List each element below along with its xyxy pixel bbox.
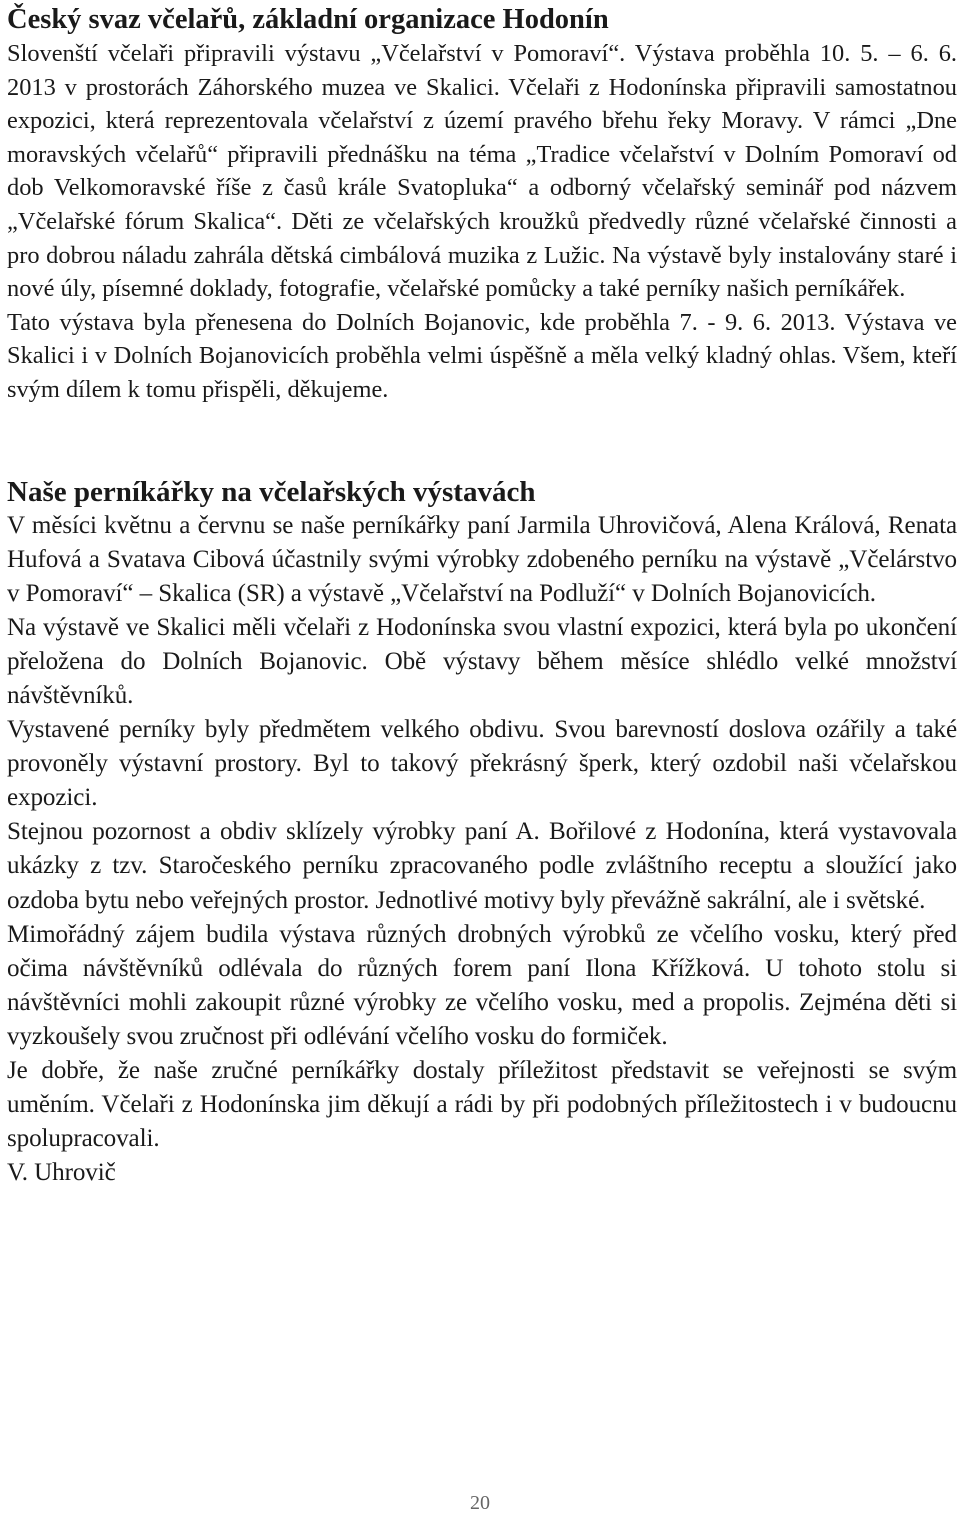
article-paragraph: Slovenští včelaři připravili výstavu „Včelařství v Pomoraví“. Výstava proběhla 10. 5. – 6. 6. 2013 v prostorách Záhorského muzea ve Skalici. Včelaři z Hodonínska připravili samostatnou expozici, která reprezentovala včelařství z území pravého břehu řeky Moravy. V rámci „Dne moravských včelařů“ připravili přednášku na téma „Tradice včelařství v Dolním Pomoraví od dob Velkomoravské říše z časů krále Svatopluka“ a odborný včelařský seminář pod názvem „Včelařské fórum Skalica“. Děti ze včelařských kroužků předvedly různé včelařské činnosti a pro dobrou náladu zahrála dětská cimbálová muzika z Lužic. Na výstavě byly instalovány staré i nové úly, písemné doklady, fotografie, včelařské pomůcky a také perníky našich perníkářek. — [7, 40, 957, 303]
author-signature: V. Uhrovič — [7, 1159, 116, 1187]
article-title: Naše perníkářky na včelařských výstavách — [7, 475, 536, 508]
article-beekeepers-union — [7, 0, 957, 407]
article-title: Český svaz včelařů, základní organizace Hodonín — [7, 4, 609, 35]
article-paragraph: Vystavené perníky byly předmětem velkého obdivu. Svou barevností doslova ozářily a také provoněly výstavní prostory. Byl to takový překrásný šperk, který ozdobil naši včelařskou expozici. — [7, 716, 957, 812]
article-gingerbread-makers — [7, 473, 957, 1191]
article-paragraph: V měsíci květnu a červnu se naše perníkářky paní Jarmila Uhrovičová, Alena Králová, Renata Hufová a Svatava Cibová účastnily svými výrobky zdobeného perníku na výstavě „Včelárstvo v Pomoraví“ – Skalica (SR) a výstavě „Včelařství na Podluží“ v Dolních Bojanovicích. — [7, 511, 957, 607]
page-number: 20 — [470, 1492, 490, 1514]
article-paragraph: Tato výstava byla přenesena do Dolních Bojanovic, kde proběhla 7. - 9. 6. 2013. Výstava ve Skalici i v Dolních Bojanovicích proběhla velmi úspěšně a měla velký kladný ohlas. Všem, kteří svým dílem k tomu přispěli, děkujeme. — [7, 308, 957, 403]
article-paragraph: Na výstavě ve Skalici měli včelaři z Hodonínska svou vlastní expozici, která byla po ukončení přeložena do Dolních Bojanovic. Obě výstavy během měsíce shlédlo velké množství návštěvníků. — [7, 613, 957, 709]
article-paragraph: Mimořádný zájem budila výstava různých drobných výrobků ze včelího vosku, který před očima návštěvníků odlévala do různých forem paní Ilona Křížková. U tohoto stolu si návštěvníci mohli zakoupit různé výrobky ze včelího vosku, med a propolis. Zejména děti si vyzkoušely svou zručnost při odlévání včelího vosku do formiček. — [7, 920, 957, 1050]
section-spacer — [7, 407, 957, 473]
article-paragraph: Je dobře, že naše zručné perníkářky dostaly příležitost představit se veřejnosti se svým uměním. Včelaři z Hodonínska jim děkují a rádi by při podobných příležitostech i v budoucnu spolupracovali. — [7, 1057, 957, 1153]
document-page — [7, 0, 957, 1190]
article-paragraph: Stejnou pozornost a obdiv sklízely výrobky paní A. Bořilové z Hodonína, která vystavovala ukázky z tzv. Staročeského perníku zpracovaného podle zvláštního receptu a sloužící jako ozdoba bytu nebo veřejných prostor. Jednotlivé motivy byly převážně sakrální, ale i světské. — [7, 818, 957, 914]
